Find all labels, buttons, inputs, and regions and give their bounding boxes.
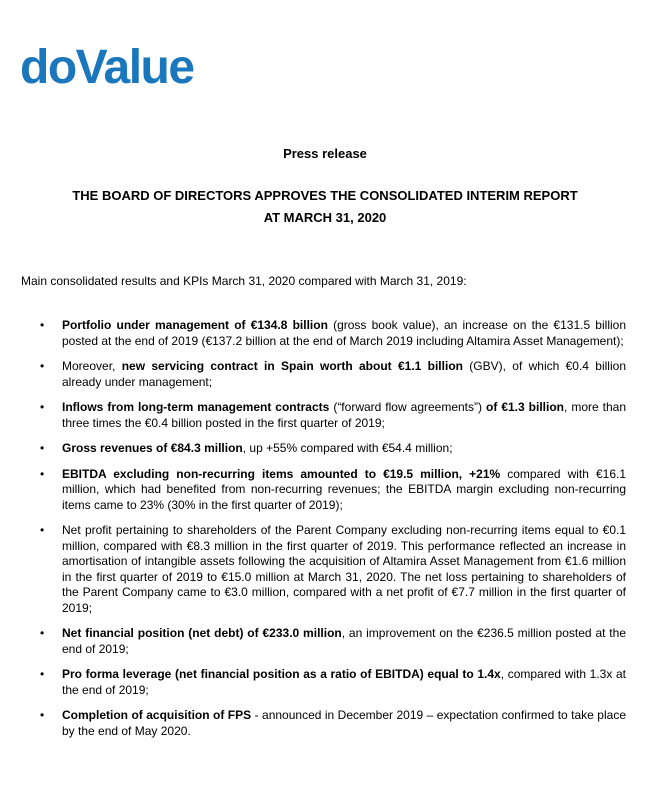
- intro-text: Main consolidated results and KPIs March 31, 2020 compared with March 31, 2019:: [21, 274, 467, 288]
- bullet-inflows: • Inflows from long-term management contracts (“forward flow agreements”) of €1.3 billion, more than three times the €0.4 billion posted in the first quarter of 2019;: [40, 400, 627, 430]
- bullet-dot-icon: •: [40, 441, 45, 455]
- bullet-dot-icon: •: [40, 667, 45, 681]
- bullet-dot-icon: •: [40, 708, 45, 722]
- document-title: [40, 185, 610, 229]
- bullet-net-financial-position: • Net financial position (net debt) of €233.0 million, an improvement on the €236.5 million posted at the end of 2019;: [40, 626, 626, 656]
- bullet-gross-revenues: • Gross revenues of €84.3 million, up +55% compared with €54.4 million;: [40, 441, 453, 455]
- bullet-dot-icon: •: [40, 359, 45, 373]
- bullet-dot-icon: •: [40, 400, 45, 414]
- bullet-ebitda: • EBITDA excluding non-recurring items amounted to €19.5 million, +21% compared with €16.1 million, which had benefited from non-recurring revenues; the EBITDA margin excluding non-recurring items came to 23% (30% in the first quarter of 2019);: [40, 466, 626, 512]
- title-line-2: AT MARCH 31, 2020: [263, 210, 387, 225]
- bullet-portfolio: • Portfolio under management of €134.8 billion (gross book value), an increase on the €131.5 billion posted at the end of 2019 (€137.2 billion at the end of March 2019 including Altamira Asset Management);: [40, 318, 626, 348]
- bullet-dot-icon: •: [40, 626, 45, 640]
- bullet-spain-contract: • Moreover, new servicing contract in Spain worth about €1.1 billion (GBV), of which €0.4 billion already under management;: [40, 359, 626, 389]
- bullet-dot-icon: •: [40, 318, 45, 332]
- bullet-leverage: • Pro forma leverage (net financial position as a ratio of EBITDA) equal to 1.4x, compared with 1.3x at the end of 2019;: [40, 667, 626, 697]
- kpi-bullet-list: [0, 318, 650, 749]
- title-line-1: THE BOARD OF DIRECTORS APPROVES THE CONSOLIDATED INTERIM REPORT: [72, 188, 578, 203]
- bullet-net-profit: • Net profit pertaining to shareholders of the Parent Company excluding non-recurring items equal to €0.1 million, compared with €8.3 million in the first quarter of 2019. This performance reflected an increase in amortisation of intangible assets following the acquisition of Altamira Asset Management from €1.6 million in the first quarter of 2019 to €15.0 million at March 31, 2020. The net loss pertaining to shareholders of the Parent Company came to €3.0 million, compared with a net profit of €7.7 million in the first quarter of 2019;: [40, 523, 626, 615]
- bullet-dot-icon: •: [40, 523, 45, 537]
- dovalue-logo: doValue: [20, 41, 194, 94]
- bullet-dot-icon: •: [40, 466, 45, 481]
- press-release-label: Press release: [283, 146, 367, 161]
- bullet-fps-acquisition: • Completion of acquisition of FPS - announced in December 2019 – expectation confirmed to take place by the end of May 2020.: [40, 708, 626, 738]
